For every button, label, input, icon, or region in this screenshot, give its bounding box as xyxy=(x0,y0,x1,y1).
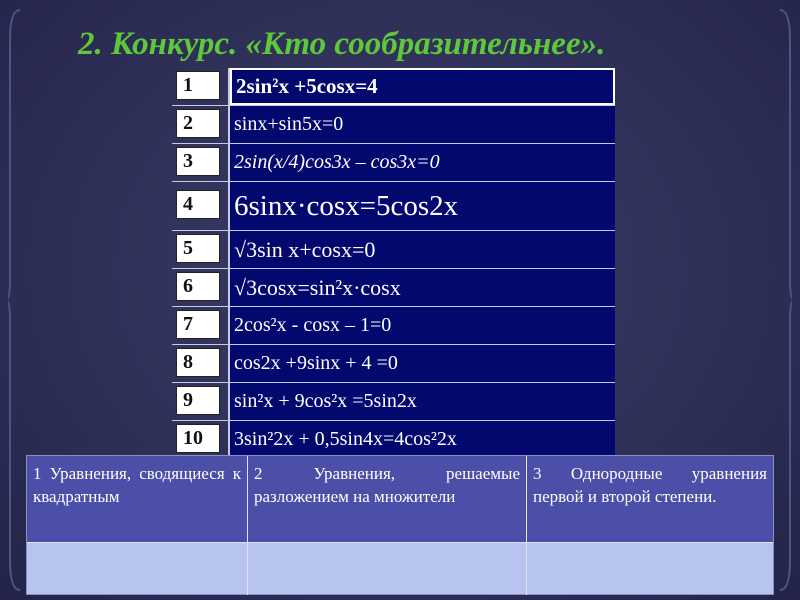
categories-table xyxy=(26,455,774,595)
equation-number: 8 xyxy=(176,348,220,377)
equation-number: 3 xyxy=(176,147,220,176)
equation-number-cell xyxy=(172,231,230,268)
equation-number-cell xyxy=(172,106,230,143)
equation-row xyxy=(172,182,615,231)
equation-number-cell xyxy=(172,307,230,344)
answer-cell[interactable] xyxy=(27,542,248,595)
right-bracket-decoration xyxy=(778,0,792,600)
equation-number: 7 xyxy=(176,310,220,339)
equation-number-cell xyxy=(172,345,230,382)
equation-row xyxy=(172,144,615,182)
equation-number: 4 xyxy=(176,190,220,219)
equation-number-cell xyxy=(172,421,230,458)
equation-row xyxy=(172,106,615,144)
equation-row xyxy=(172,345,615,383)
equation-number-cell xyxy=(172,182,230,230)
equation-number: 5 xyxy=(176,234,220,263)
equation-number: 9 xyxy=(176,386,220,415)
equation-number-cell xyxy=(172,269,230,306)
equation-text: sin²x + 9cos²x =5sin2x xyxy=(230,383,615,420)
equation-text: 2cos²x - cosx – 1=0 xyxy=(230,307,615,344)
equation-number-cell xyxy=(172,383,230,420)
equations-table xyxy=(172,68,615,458)
equation-number: 6 xyxy=(176,272,220,301)
page-title: 2. Конкурс. «Кто сообразительнее». xyxy=(78,26,606,62)
equation-row xyxy=(172,269,615,307)
category-label: 1 Уравнения, сводящиеся к квадратным xyxy=(33,464,241,506)
equation-number: 10 xyxy=(176,424,220,453)
left-bracket-decoration xyxy=(8,0,22,600)
equation-number-cell xyxy=(172,68,230,105)
equation-row xyxy=(172,307,615,345)
answer-cell[interactable] xyxy=(527,542,773,595)
equation-text: √3cosx=sin²x·cosx xyxy=(230,269,615,306)
equation-text: cos2x +9sinx + 4 =0 xyxy=(230,345,615,382)
equation-row xyxy=(172,421,615,458)
category-label: 3 Однородные уравнения первой и второй степени. xyxy=(533,464,767,506)
equation-text: sinx+sin5x=0 xyxy=(230,106,615,143)
equation-text: √3sin x+cosx=0 xyxy=(230,231,615,268)
equation-number: 2 xyxy=(176,109,220,138)
equation-text: 2sin(x/4)cos3x – cos3x=0 xyxy=(230,144,615,181)
category-label: 2 Уравнения, решаемые разложением на множители xyxy=(254,464,520,506)
equation-text: 2sin²x +5cosx=4 xyxy=(230,68,615,105)
equation-number-cell xyxy=(172,144,230,181)
equation-text: 6sinx·cosx=5cos2x xyxy=(230,182,615,230)
equation-text: 3sin²2x + 0,5sin4x=4cos²2x xyxy=(230,421,615,458)
equation-number: 1 xyxy=(176,71,220,100)
equation-row xyxy=(172,383,615,421)
equation-row xyxy=(172,68,615,106)
equation-row xyxy=(172,231,615,269)
answer-cell[interactable] xyxy=(248,542,527,595)
